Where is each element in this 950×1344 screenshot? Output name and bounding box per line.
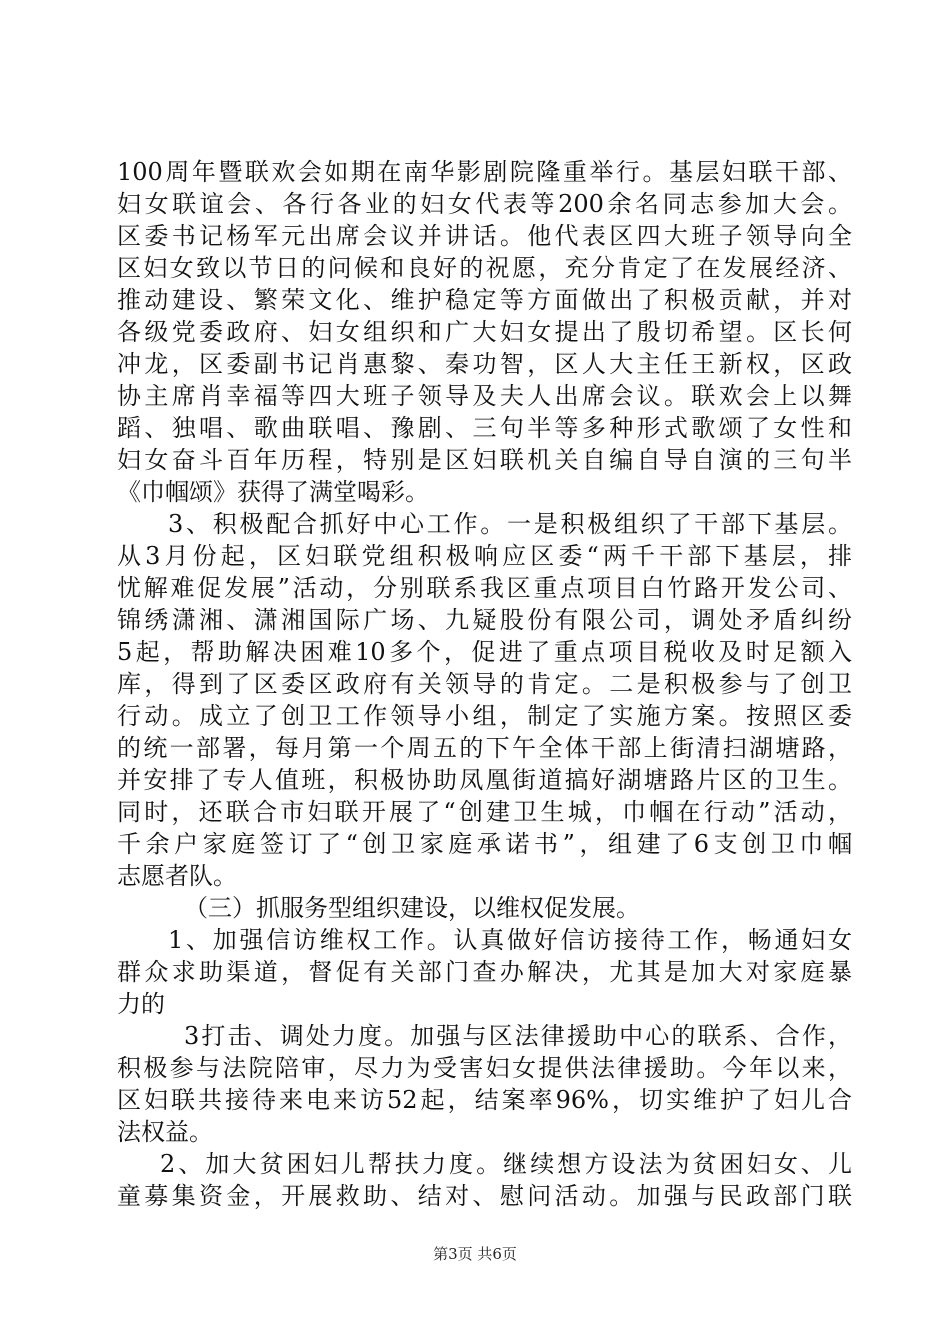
text-line: 忧解难促发展”活动，分别联系我区重点项目白竹路开发公司、 — [117, 574, 852, 602]
text-line: 并安排了专人值班，积极协助凤凰街道搞好湖塘路片区的卫生。 — [117, 766, 852, 794]
text-line: 区妇联共接待来电来访52起，结案率96%，切实维护了妇儿合 — [117, 1086, 852, 1114]
text-line: 群众求助渠道，督促有关部门查办解决，尤其是加大对家庭暴 — [117, 958, 852, 986]
text-line: 力的 — [117, 990, 165, 1018]
text-line: 童募集资金，开展救助、结对、慰问活动。加强与民政部门联 — [117, 1182, 852, 1210]
text-line: 锦绣潇湘、潇湘国际广场、九疑股份有限公司，调处矛盾纠纷 — [117, 606, 852, 634]
text-line: 从3月份起，区妇联党组积极响应区委“两千干部下基层，排 — [117, 542, 852, 570]
text-line: 志愿者队。 — [117, 862, 237, 890]
paragraph-start-line: 2、加大贫困妇儿帮扶力度。继续想方设法为贫困妇女、儿 — [160, 1150, 852, 1178]
text-line: 妇女联谊会、各行各业的妇女代表等200余名同志参加大会。 — [117, 190, 852, 218]
text-line: 千余户家庭签订了“创卫家庭承诺书”，组建了6支创卫巾帼 — [117, 830, 852, 858]
text-line: 各级党委政府、妇女组织和广大妇女提出了殷切希望。区长何 — [117, 318, 852, 346]
text-line: 的统一部署，每月第一个周五的下午全体干部上街清扫湖塘路， — [117, 734, 852, 762]
paragraph-start-line: 1、加强信访维权工作。认真做好信访接待工作，畅通妇女 — [168, 926, 852, 954]
text-line: 妇女奋斗百年历程，特别是区妇联机关自编自导自演的三句半 — [117, 446, 852, 474]
text-line: 《巾帼颂》获得了满堂喝彩。 — [117, 478, 429, 506]
text-line: 同时，还联合市妇联开展了“创建卫生城，巾帼在行动”活动， — [117, 798, 852, 826]
section-heading: （三）抓服务型组织建设，以维权促发展。 — [184, 894, 640, 922]
text-line: 推动建设、繁荣文化、维护稳定等方面做出了积极贡献，并对 — [117, 286, 852, 314]
text-line: 蹈、独唱、歌曲联唱、豫剧、三句半等多种形式歌颂了女性和 — [117, 414, 852, 442]
page-number-footer: 第3页 共6页 — [433, 1245, 517, 1263]
text-line: 协主席肖幸福等四大班子领导及夫人出席会议。联欢会上以舞 — [117, 382, 852, 410]
paragraph-start-line: 3、积极配合抓好中心工作。一是积极组织了干部下基层。 — [168, 510, 852, 538]
text-line: 区委书记杨军元出席会议并讲话。他代表区四大班子领导向全 — [117, 222, 852, 250]
text-line: 区妇女致以节日的问候和良好的祝愿，充分肯定了在发展经济、 — [117, 254, 852, 282]
text-line: 行动。成立了创卫工作领导小组，制定了实施方案。按照区委 — [117, 702, 852, 730]
text-line: 法权益。 — [117, 1118, 213, 1146]
paragraph-start-line: 3打击、调处力度。加强与区法律援助中心的联系、合作， — [184, 1022, 852, 1050]
text-line: 库，得到了区委区政府有关领导的肯定。二是积极参与了创卫 — [117, 670, 852, 698]
text-line: 100周年暨联欢会如期在南华影剧院隆重举行。基层妇联干部、 — [117, 158, 852, 186]
text-line: 5起，帮助解决困难10多个，促进了重点项目税收及时足额入 — [117, 638, 852, 666]
text-line: 积极参与法院陪审，尽力为受害妇女提供法律援助。今年以来， — [117, 1054, 852, 1082]
text-line: 冲龙，区委副书记肖惠黎、秦功智，区人大主任王新权，区政 — [117, 350, 852, 378]
